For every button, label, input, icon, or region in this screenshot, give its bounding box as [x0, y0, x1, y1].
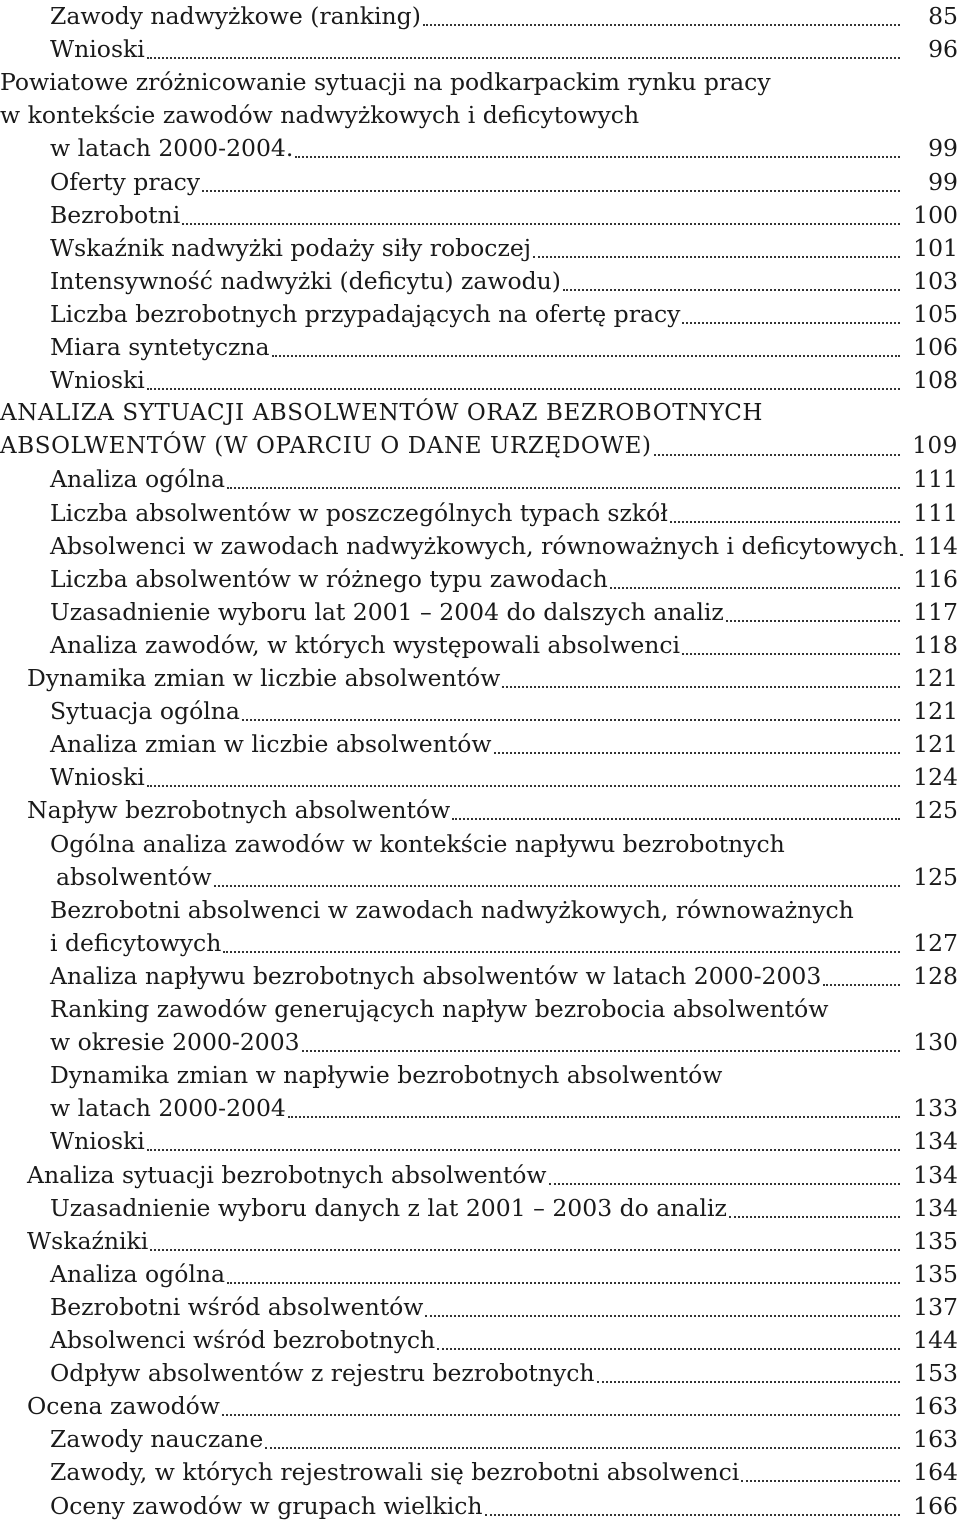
- toc-entry-page: 128: [913, 961, 958, 990]
- dot-leader: [610, 586, 900, 589]
- toc-entry-title: Analiza sytuacji bezrobotnych absolwentów: [27, 1160, 547, 1189]
- toc-entry-title: Analiza ogólna: [50, 1259, 226, 1288]
- toc-entry-title: Absolwenci w zawodach nadwyżkowych, równoważnych i deficytowych: [50, 531, 898, 560]
- toc-entry-title: Uzasadnienie wyboru lat 2001 – 2004 do dalszych analiz: [50, 597, 724, 626]
- toc-entry: [0, 1059, 960, 1092]
- toc-entry: [0, 828, 960, 861]
- toc-entry: [0, 1456, 960, 1489]
- toc-entry-title: Analiza zawodów, w których występowali absolwenci: [50, 630, 681, 659]
- toc-entry: [0, 861, 960, 894]
- dot-leader: [485, 1513, 900, 1516]
- dot-leader: [741, 1479, 900, 1482]
- toc-entry-title: Sytuacja ogólna: [50, 697, 240, 726]
- dot-leader: [425, 1314, 900, 1317]
- dot-leader: [223, 950, 900, 953]
- toc-entry-title: w okresie 2000-2003: [50, 1028, 300, 1057]
- toc-entry-page: 127: [913, 928, 958, 957]
- toc-entry-title: Zawody, w których rejestrowali się bezrobotni absolwenci: [50, 1458, 740, 1487]
- toc-entry-page: 109: [912, 433, 958, 460]
- toc-entry-title: Odpływ absolwentów z rejestru bezrobotnych: [50, 1359, 595, 1388]
- toc-entry-page: 163: [913, 1425, 958, 1454]
- toc-entry: [0, 563, 960, 596]
- dot-leader: [597, 1380, 900, 1383]
- toc-entry: [0, 629, 960, 662]
- dot-leader: [265, 1446, 900, 1449]
- toc-entry: [0, 1026, 960, 1059]
- toc-entry: [0, 166, 960, 199]
- dot-leader: [214, 884, 900, 887]
- toc-entry: [0, 397, 960, 430]
- toc-entry-title: Wskaźniki: [27, 1226, 149, 1255]
- toc-entry: [0, 265, 960, 298]
- toc-entry-title: ANALIZA SYTUACJI ABSOLWENTÓW ORAZ BEZROBOTNYCH: [0, 400, 764, 427]
- toc-entry-title: ABSOLWENTÓW (W OPARCIU O DANE URZĘDOWE): [0, 433, 652, 460]
- toc-entry: [0, 1324, 960, 1357]
- dot-leader: [682, 321, 900, 324]
- toc-entry-title: Dynamika zmian w napływie bezrobotnych absolwentów: [50, 1061, 723, 1090]
- toc-entry: [0, 1258, 960, 1291]
- toc-entry-title: Dynamika zmian w liczbie absolwentów: [27, 664, 501, 692]
- toc-entry-title: Analiza napływu bezrobotnych absolwentów w latach 2000-2003: [50, 961, 822, 990]
- toc-entry-title: Analiza zmian w liczbie absolwentów: [50, 730, 492, 759]
- toc-entry-page: 135: [913, 1226, 958, 1255]
- toc-entry-page: 121: [913, 664, 958, 692]
- toc-entry: [0, 530, 960, 563]
- toc-entry-page: 103: [913, 266, 958, 295]
- toc-entry-page: 100: [913, 200, 958, 229]
- toc-entry: [0, 463, 960, 496]
- dot-leader: [182, 222, 900, 225]
- toc-entry-title: Absolwenci wśród bezrobotnych: [50, 1326, 436, 1354]
- dot-leader: [147, 784, 900, 787]
- toc-entry: [0, 1125, 960, 1158]
- toc-entry: [0, 894, 960, 927]
- toc-entry-page: 144: [913, 1326, 958, 1354]
- toc-entry-page: 130: [913, 1028, 958, 1057]
- toc-entry-title: w kontekście zawodów nadwyżkowych i deficytowych: [0, 101, 640, 130]
- dot-leader: [272, 354, 900, 357]
- toc-entry-title: Powiatowe zróżnicowanie sytuacji na podkarpackim rynku pracy: [0, 68, 771, 97]
- toc-entry: [0, 1423, 960, 1456]
- toc-entry: [0, 33, 960, 66]
- toc-entry-page: 135: [913, 1259, 958, 1288]
- dot-leader: [549, 1182, 900, 1185]
- toc-entry: [0, 232, 960, 265]
- dot-leader: [654, 453, 900, 456]
- toc-entry-page: 96: [928, 35, 958, 64]
- toc-entry: [0, 761, 960, 794]
- toc-entry-page: 125: [913, 862, 958, 891]
- dot-leader: [533, 255, 900, 258]
- toc-entry: [0, 1159, 960, 1192]
- dot-leader: [227, 1281, 900, 1284]
- dot-leader: [147, 387, 900, 390]
- toc-entry-page: 111: [913, 498, 958, 527]
- toc-entry: [0, 1490, 960, 1523]
- dot-leader: [726, 619, 900, 622]
- toc-entry-page: 111: [913, 465, 958, 494]
- toc-entry: [0, 364, 960, 397]
- dot-leader: [147, 56, 900, 59]
- toc-entry-title: Miara syntetyczna: [50, 333, 270, 361]
- toc-entry: [0, 99, 960, 132]
- toc-entry-page: 114: [913, 531, 958, 560]
- toc-entry: [0, 132, 960, 165]
- dot-leader: [502, 685, 900, 688]
- toc-entry: [0, 298, 960, 331]
- toc-entry: [0, 596, 960, 629]
- dot-leader: [729, 1215, 900, 1218]
- dot-leader: [682, 652, 900, 655]
- toc-entry: [0, 695, 960, 728]
- toc-entry-title: Bezrobotni wśród absolwentów: [50, 1292, 424, 1321]
- toc-entry-title: i deficytowych: [50, 928, 222, 957]
- toc-entry: [0, 960, 960, 993]
- toc-entry: [0, 1291, 960, 1324]
- dot-leader: [202, 189, 900, 192]
- toc-entry-title: Analiza ogólna: [50, 465, 226, 494]
- toc-entry-title: Ranking zawodów generujących napływ bezrobocia absolwentów: [50, 995, 829, 1023]
- toc-entry-page: 125: [913, 796, 958, 825]
- dot-leader: [423, 23, 900, 26]
- toc-entry-page: 117: [913, 597, 958, 626]
- dot-leader: [302, 1049, 900, 1052]
- toc-entry-page: 153: [913, 1359, 958, 1388]
- toc-entry: [0, 199, 960, 232]
- toc-entry: [0, 0, 960, 33]
- toc-entry-title: Oceny zawodów w grupach wielkich: [50, 1491, 483, 1520]
- toc-entry-title: w latach 2000-2004.: [50, 134, 294, 163]
- toc-entry-page: 101: [913, 233, 958, 262]
- toc-entry-title: Uzasadnienie wyboru danych z lat 2001 – 2003 do analiz: [50, 1193, 727, 1222]
- toc-entry: [0, 728, 960, 761]
- toc-entry-title: Ocena zawodów: [27, 1392, 220, 1421]
- toc-entry: [0, 794, 960, 827]
- toc-entry: [0, 662, 960, 695]
- toc-entry-page: 134: [913, 1127, 958, 1156]
- toc-entry: [0, 993, 960, 1026]
- dot-leader: [227, 486, 900, 489]
- dot-leader: [295, 155, 900, 158]
- toc-entry-page: 105: [913, 299, 958, 328]
- toc-entry-page: 121: [913, 730, 958, 759]
- toc-entry: [0, 430, 960, 463]
- toc-entry-title: Bezrobotni: [50, 200, 181, 229]
- toc-entry-page: 108: [913, 366, 958, 395]
- toc-entry-title: Liczba absolwentów w poszczególnych typach szkół: [50, 498, 668, 527]
- toc-entry-title: Intensywność nadwyżki (deficytu) zawodu): [50, 266, 561, 295]
- toc-entry-title: absolwentów: [56, 862, 212, 891]
- toc-entry: [0, 66, 960, 99]
- toc-entry-title: Oferty pracy: [50, 167, 201, 196]
- toc-entry: [0, 1225, 960, 1258]
- toc-entry-title: Bezrobotni absolwenci w zawodach nadwyżkowych, równoważnych: [50, 895, 854, 924]
- dot-leader: [437, 1347, 900, 1350]
- toc-entry-title: w latach 2000-2004: [50, 1094, 286, 1123]
- toc-entry-page: 137: [913, 1292, 958, 1321]
- toc-entry-title: Wnioski: [50, 366, 145, 395]
- toc-entry-page: 118: [913, 630, 958, 659]
- toc-entry-title: Zawody nauczane: [50, 1425, 264, 1454]
- dot-leader: [288, 1115, 900, 1118]
- dot-leader: [563, 288, 900, 291]
- toc-entry-page: 85: [928, 2, 958, 30]
- dot-leader: [823, 983, 900, 986]
- dot-leader: [670, 520, 900, 523]
- toc-entry-page: 116: [913, 564, 958, 593]
- toc-entry-title: Wnioski: [50, 763, 145, 792]
- dot-leader: [494, 751, 900, 754]
- toc-entry: [0, 1092, 960, 1125]
- toc-entry-title: Wnioski: [50, 1127, 145, 1156]
- toc-entry-page: 121: [913, 697, 958, 726]
- dot-leader: [242, 718, 900, 721]
- dot-leader: [452, 817, 900, 820]
- toc-entry-page: 134: [913, 1193, 958, 1222]
- toc-entry: [0, 1192, 960, 1225]
- toc-entry-title: Liczba bezrobotnych przypadających na ofertę pracy: [50, 299, 681, 328]
- toc-entry: [0, 1390, 960, 1423]
- dot-leader: [222, 1413, 900, 1416]
- toc-entry-page: 99: [928, 167, 958, 196]
- toc-entry-page: 134: [913, 1160, 958, 1189]
- toc-entry-page: 133: [913, 1094, 958, 1123]
- toc-entry-page: 163: [913, 1392, 958, 1421]
- toc-entry-title: Wskaźnik nadwyżki podaży siły roboczej: [50, 233, 532, 262]
- toc-entry: [0, 927, 960, 960]
- toc-entry: [0, 497, 960, 530]
- dot-leader: [150, 1248, 900, 1251]
- toc-entry-title: Wnioski: [50, 35, 145, 64]
- toc-entry-title: Liczba absolwentów w różnego typu zawodach: [50, 564, 608, 593]
- toc-entry: [0, 331, 960, 364]
- dot-leader: [147, 1148, 900, 1151]
- toc-entry-page: 99: [928, 134, 958, 163]
- toc-entry-title: Zawody nadwyżkowe (ranking): [50, 2, 421, 30]
- toc-entry-title: Napływ bezrobotnych absolwentów: [27, 796, 451, 825]
- toc-entry-page: 106: [913, 333, 958, 361]
- toc-entry: [0, 1357, 960, 1390]
- toc-entry-page: 166: [913, 1491, 958, 1520]
- toc-entry-page: 124: [913, 763, 958, 792]
- toc-entry-page: 164: [913, 1458, 958, 1487]
- toc-entry-title: Ogólna analiza zawodów w kontekście napływu bezrobotnych: [50, 829, 785, 858]
